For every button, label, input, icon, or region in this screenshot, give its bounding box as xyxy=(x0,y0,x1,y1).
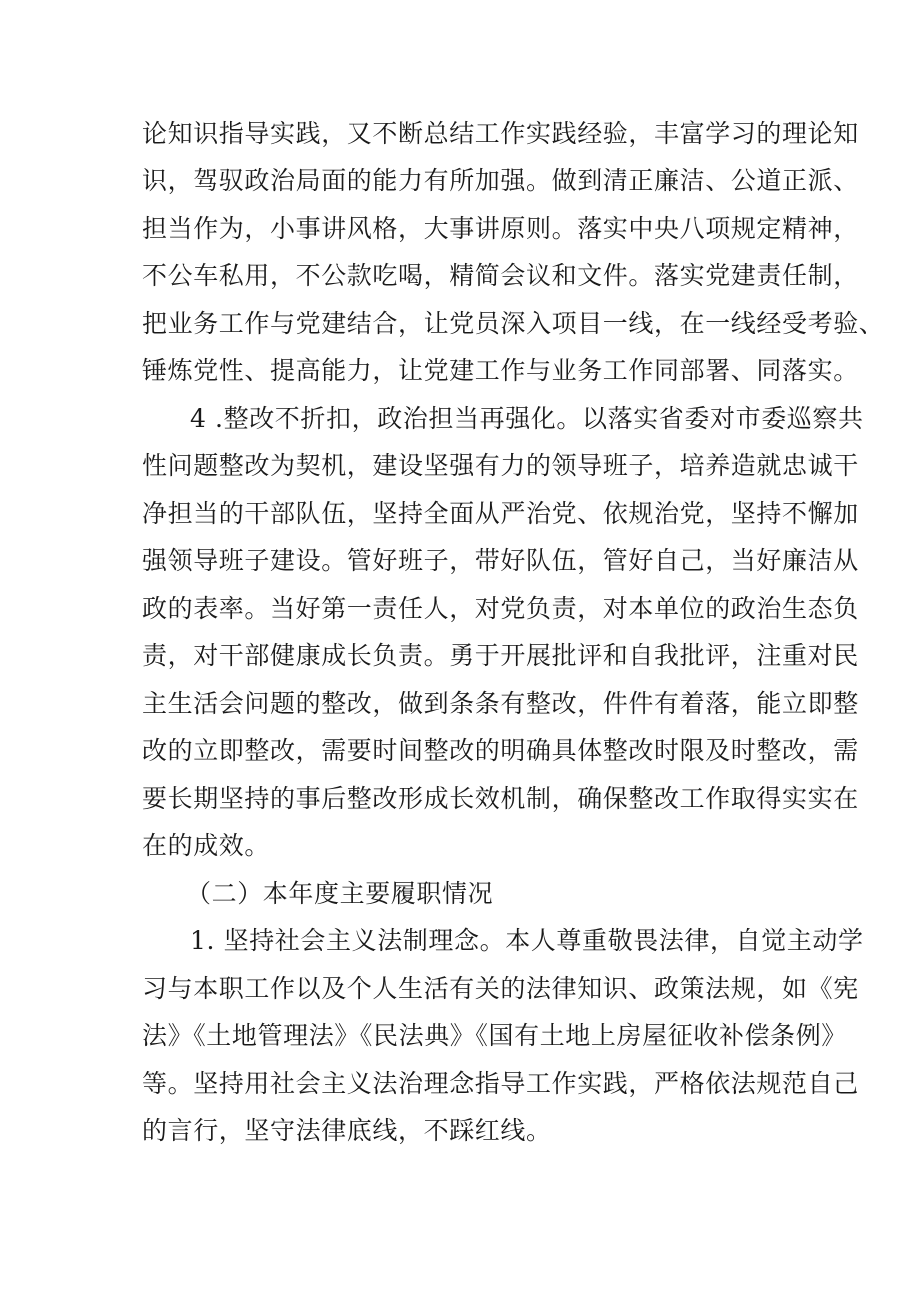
text-line: 要长期坚持的事后整改形成长效机制，确保整改工作取得实实在 xyxy=(142,784,859,813)
section-heading: （二）本年度主要履职情况 xyxy=(186,879,494,908)
text-line: 改的立即整改，需要时间整改的明确具体整改时限及时整改，需 xyxy=(142,736,859,765)
text-line: 在的成效。 xyxy=(142,831,271,860)
text-line: 性问题整改为契机，建设坚强有力的领导班子，培养造就忠诚干 xyxy=(142,451,859,480)
text-line: 不公车私用，不公款吃喝，精简会议和文件。落实党建责任制， xyxy=(142,261,859,290)
text-line: 担当作为，小事讲风格，大事讲原则。落实中央八项规定精神， xyxy=(142,214,859,243)
text-line: 习与本职工作以及个人生活有关的法律知识、政策法规，如《宪 xyxy=(142,974,859,1003)
text-line: 政的表率。当好第一责任人，对党负责，对本单位的政治生态负 xyxy=(142,594,859,623)
text-line: 锤炼党性、提高能力，让党建工作与业务工作同部署、同落实。 xyxy=(142,356,859,385)
text-line: 等。坚持用社会主义法治理念指导工作实践，严格依法规范自己 xyxy=(142,1069,859,1098)
text-line: 论知识指导实践，又不断总结工作实践经验，丰富学习的理论知 xyxy=(142,119,859,148)
text-line: 净担当的干部队伍，坚持全面从严治党、依规治党，坚持不懈加 xyxy=(142,499,859,528)
text-line: 识，驾驭政治局面的能力有所加强。做到清正廉洁、公道正派、 xyxy=(142,166,859,195)
paragraph-heading-1: 1. 坚持社会主义法制理念。本人尊重敬畏法律，自觉主动学 xyxy=(190,926,864,955)
text-line: 的言行，坚守法律底线，不踩红线。 xyxy=(142,1116,552,1145)
text-line: 责，对干部健康成长负责。勇于开展批评和自我批评，注重对民 xyxy=(142,641,859,670)
paragraph-heading-4: 4 .整改不折扣，政治担当再强化。以落实省委对市委巡察共 xyxy=(190,404,864,433)
text-line: 强领导班子建设。管好班子，带好队伍，管好自己，当好廉洁从 xyxy=(142,546,859,575)
text-line: 把业务工作与党建结合，让党员深入项目一线，在一线经受考验、 xyxy=(142,309,885,338)
text-line: 主生活会问题的整改，做到条条有整改，件件有着落，能立即整 xyxy=(142,689,859,718)
text-line: 法》《土地管理法》《民法典》《国有土地上房屋征收补偿条例》 xyxy=(142,1021,847,1050)
